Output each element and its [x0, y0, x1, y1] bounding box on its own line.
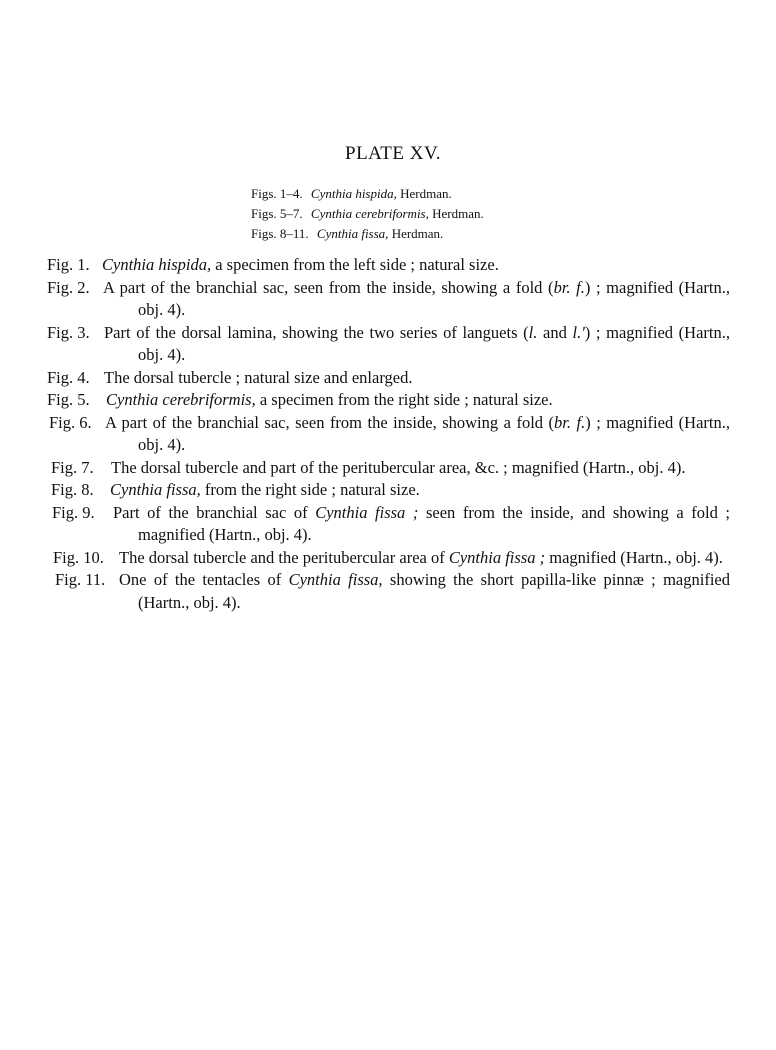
figure-label: Fig. 8. — [51, 480, 94, 499]
figure-caption: Cynthia hispida, a specimen from the left side ; natural size. — [102, 255, 499, 274]
figure-caption: A part of the branchial sac, seen from the inside, showing a fold (br. f.) ; magnified (Hartn., obj. 4). — [105, 412, 730, 454]
summary-line — [251, 204, 484, 224]
figure-label: Fig. 2. — [47, 277, 90, 297]
figure-label: Fig. 4. — [47, 367, 90, 387]
summary-line — [251, 224, 484, 244]
summary-species: Cynthia fissa, — [316, 226, 389, 241]
summary-author: Herdman. — [432, 206, 484, 221]
figure-entry-10 — [0, 547, 776, 570]
summary-figs: Figs. 8–11. — [251, 226, 309, 241]
figure-entry-4 — [0, 367, 776, 390]
figure-label: Fig. 3. — [47, 322, 90, 342]
figure-caption: The dorsal tubercle and part of the peritubercular area, &c. ; magnified (Hartn., obj. 4). — [111, 457, 686, 477]
figure-entry-1 — [0, 254, 776, 277]
summary-figs: Figs. 1–4. — [251, 186, 303, 201]
figure-entry-2 — [0, 277, 776, 322]
page-title: PLATE XV. — [345, 143, 441, 164]
figure-label: Fig. 9. — [52, 502, 95, 522]
summary-line — [251, 184, 484, 204]
figure-label: Fig. 7. — [51, 457, 94, 477]
figure-label: Fig. 5. — [47, 390, 90, 409]
figure-entry-11 — [0, 569, 776, 614]
figure-caption: Part of the branchial sac of Cynthia fissa ; seen from the inside, and showing a fold ; magnified (Hartn., obj. 4). — [113, 502, 730, 544]
figure-entry-5 — [0, 389, 776, 412]
figure-caption: The dorsal tubercle ; natural size and enlarged. — [104, 367, 413, 387]
summary-species: Cynthia cerebriformis, — [310, 206, 429, 221]
figure-label: Fig. 10. — [53, 547, 104, 567]
figure-list — [0, 254, 776, 614]
figure-entry-3 — [0, 322, 776, 367]
figure-entry-6 — [0, 412, 776, 457]
summary-author: Herdman. — [400, 186, 452, 201]
figure-label: Fig. 6. — [49, 412, 92, 432]
figure-caption: The dorsal tubercle and the peritubercular area of Cynthia fissa ; magnified (Hartn., obj. 4). — [119, 547, 723, 567]
figure-caption: Cynthia fissa, from the right side ; natural size. — [110, 480, 420, 499]
figure-label: Fig. 1. — [47, 255, 90, 274]
figure-caption: A part of the branchial sac, seen from the inside, showing a fold (br. f.) ; magnified (Hartn., obj. 4). — [103, 277, 730, 319]
figure-entry-8 — [0, 479, 776, 502]
summary-figs: Figs. 5–7. — [251, 206, 303, 221]
figure-caption: One of the tentacles of Cynthia fissa, showing the short papilla-like pinnæ ; magnified (Hartn., obj. 4). — [119, 570, 730, 612]
summary-species: Cynthia hispida, — [310, 186, 397, 201]
summary-author: Herdman. — [391, 226, 444, 241]
plate-summary — [251, 184, 484, 244]
figure-caption: Part of the dorsal lamina, showing the two series of languets (l. and l.') ; magnified (Hartn., obj. 4). — [104, 322, 730, 364]
figure-label: Fig. 11. — [55, 570, 106, 589]
figure-caption: Cynthia cerebriformis, a specimen from the right side ; natural size. — [106, 390, 553, 409]
figure-entry-7 — [0, 457, 776, 480]
figure-entry-9 — [0, 502, 776, 547]
